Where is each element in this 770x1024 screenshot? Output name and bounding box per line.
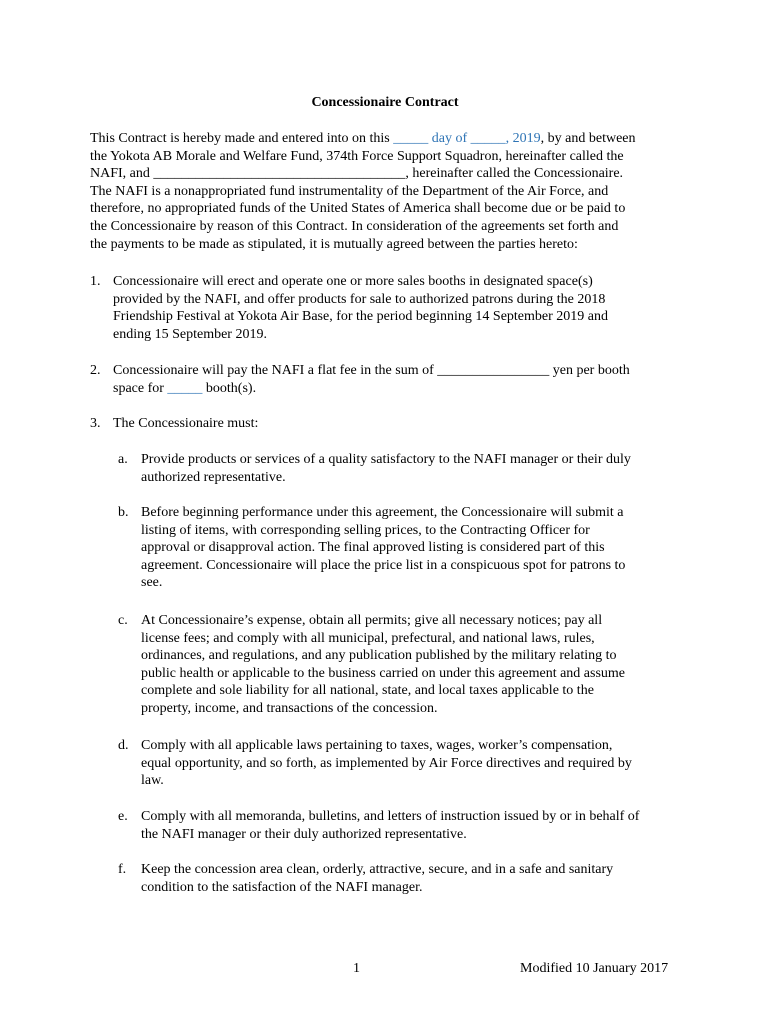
list-item-body: The Concessionaire must: bbox=[113, 416, 259, 431]
sub-item-body: Comply with all memoranda, bulletins, and letters of instruction issued by or in behalf of the NAFI manager or their duly authorized representative. bbox=[141, 809, 640, 842]
list-marker: 3. bbox=[90, 416, 101, 431]
intro-line-6: the Concessionaire by reason of this Contract. In consideration of the agreements set forth and bbox=[90, 218, 619, 234]
booth-count-blank-field[interactable]: _____ bbox=[167, 380, 203, 396]
list-item-body: Concessionaire will erect and operate one or more sales booths in designated space(s) provided by the NAFI, and offer products for sale to authorized patrons during the 2018 Friendship Festival at Yokota Air Base, for the period beginning 14 September 2019 and ending 15 September 2019. bbox=[113, 274, 608, 342]
intro-line-4: The NAFI is a nonappropriated fund instrumentality of the Department of the Air Force, and bbox=[90, 183, 609, 199]
list-marker: 2. bbox=[90, 363, 101, 378]
intro-line-3: NAFI, and ____________________________________, hereinafter called the Concessionaire. bbox=[90, 166, 624, 182]
page-number: 1 bbox=[353, 961, 360, 976]
sub-item-body: Keep the concession area clean, orderly, attractive, secure, and in a safe and sanitary condition to the satisfaction of the NAFI manager. bbox=[141, 862, 614, 895]
list-item-body: Concessionaire will pay the NAFI a flat fee in the sum of ________________ yen per booth space for _____ booth(s). bbox=[113, 363, 630, 396]
modified-date: Modified 10 January 2017 bbox=[520, 961, 669, 976]
intro-paragraph bbox=[90, 130, 690, 253]
sub-marker: f. bbox=[118, 862, 127, 877]
intro-line-5: therefore, no appropriated funds of the United States of America shall become due or be paid to bbox=[90, 201, 626, 217]
sub-item-body: At Concessionaire’s expense, obtain all permits; give all necessary notices; pay all license fees; and comply with all municipal, prefectural, and national laws, rules, ordinances, and regulations, and any publication published by the military relating to public health or applicable to the business carried on under this agreement and assume complete and sole liability for all national, state, and local taxes applicable to the property, income, and transactions of the concession. bbox=[141, 613, 626, 716]
sub-item-body: Provide products or services of a quality satisfactory to the NAFI manager or their duly authorized representative. bbox=[141, 452, 631, 485]
intro-line-7: the payments to be made as stipulated, it is mutually agreed between the parties hereto: bbox=[90, 236, 578, 252]
sub-item-body: Comply with all applicable laws pertaining to taxes, wages, worker’s compensation, equal opportunity, and so forth, as implemented by Air Force directives and required by law. bbox=[141, 738, 632, 789]
sub-item-body: Before beginning performance under this agreement, the Concessionaire will submit a listing of items, with corresponding selling prices, to the Contracting Officer for approval or disapproval action. The final approved listing is considered part of this agreement. Concessionaire will place the price list in a conspicuous spot for patrons to see. bbox=[141, 505, 626, 591]
intro-line-1: This Contract is hereby made and entered into on this _____ day of _____, 2019, by and between bbox=[90, 131, 636, 146]
list-marker: 1. bbox=[90, 274, 101, 289]
sub-marker: e. bbox=[118, 809, 128, 824]
sub-marker: a. bbox=[118, 452, 128, 467]
date-blank-field[interactable]: _____ day of _____, 2019 bbox=[393, 131, 541, 146]
page-title: Concessionaire Contract bbox=[311, 95, 459, 110]
intro-line-2: the Yokota AB Morale and Welfare Fund, 374th Force Support Squadron, hereinafter called the bbox=[90, 148, 624, 164]
sub-marker: b. bbox=[118, 505, 129, 520]
sub-marker: c. bbox=[118, 613, 128, 628]
sub-marker: d. bbox=[118, 738, 129, 753]
